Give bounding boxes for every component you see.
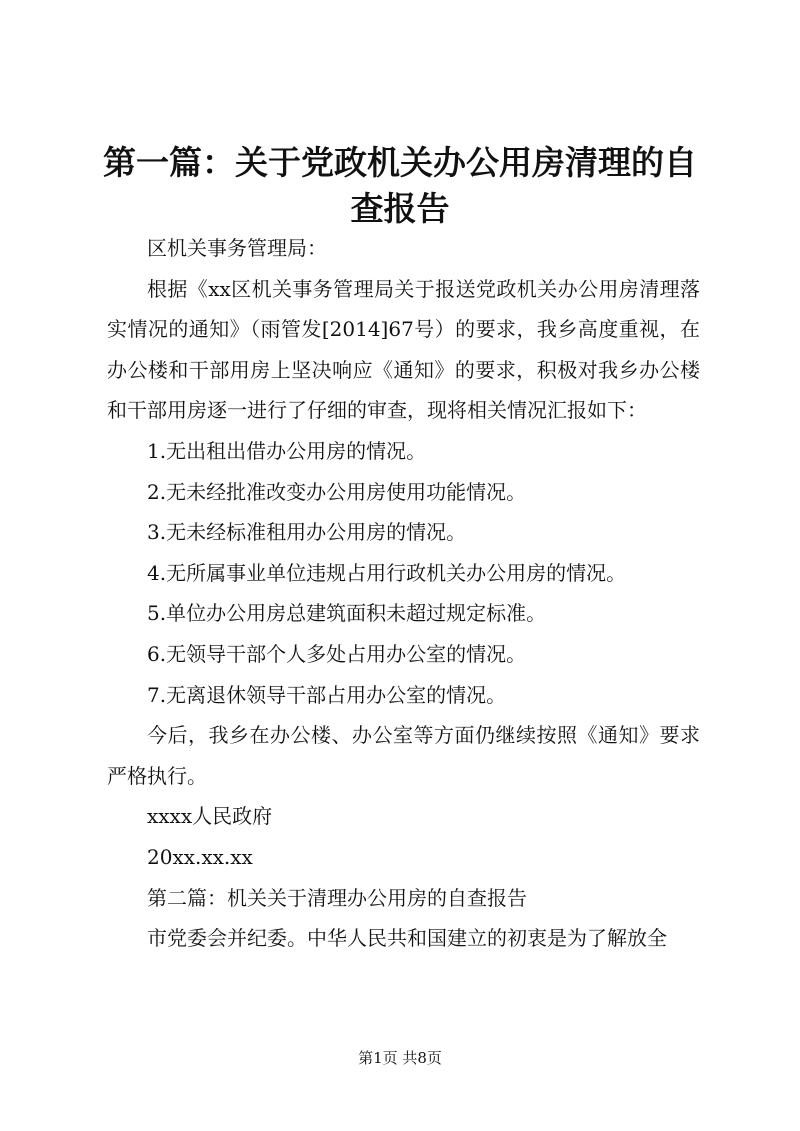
document-title: 第一篇：关于党政机关办公用房清理的自查报告 — [103, 143, 697, 228]
page-number: 第1页 共8页 — [358, 1049, 442, 1067]
signature-date: 20xx.xx.xx — [147, 844, 253, 869]
list-item-3: 3.无未经标准租用办公用房的情况。 — [147, 520, 467, 545]
section-heading-2: 第二篇：机关关于清理办公用房的自查报告 — [147, 885, 527, 910]
list-item-6: 6.无领导干部个人多处占用办公室的情况。 — [147, 641, 527, 666]
list-item-4: 4.无所属事业单位违规占用行政机关办公用房的情况。 — [147, 560, 627, 585]
paragraph-closing: 今后，我乡在办公楼、办公室等方面仍继续按照《通知》要求严格执行。 — [107, 723, 700, 788]
document-body — [107, 228, 700, 959]
signature-organization: xxxx人民政府 — [147, 804, 273, 829]
paragraph-intro: 根据《xx区机关事务管理局关于报送党政机关办公用房清理落实情况的通知》（雨管发[2014]67号）的要求，我乡高度重视，在办公楼和干部用房上坚决响应《通知》的要求，积极对我乡办公楼和干部用房逐一进行了仔细的审查，现将相关情况汇报如下： — [107, 276, 700, 423]
list-item-7: 7.无离退休领导干部占用办公室的情况。 — [147, 682, 507, 707]
paragraph-salutation: 区机关事务管理局： — [147, 236, 327, 260]
list-item-5: 5.单位办公用房总建筑面积未超过规定标准。 — [147, 601, 547, 626]
list-item-2: 2.无未经批准改变办公用房使用功能情况。 — [147, 479, 527, 504]
list-item-1: 1.无出租出借办公用房的情况。 — [147, 438, 427, 463]
paragraph-section-2: 市党委会并纪委。中华人民共和国建立的初衷是为了解放全 — [147, 926, 667, 951]
